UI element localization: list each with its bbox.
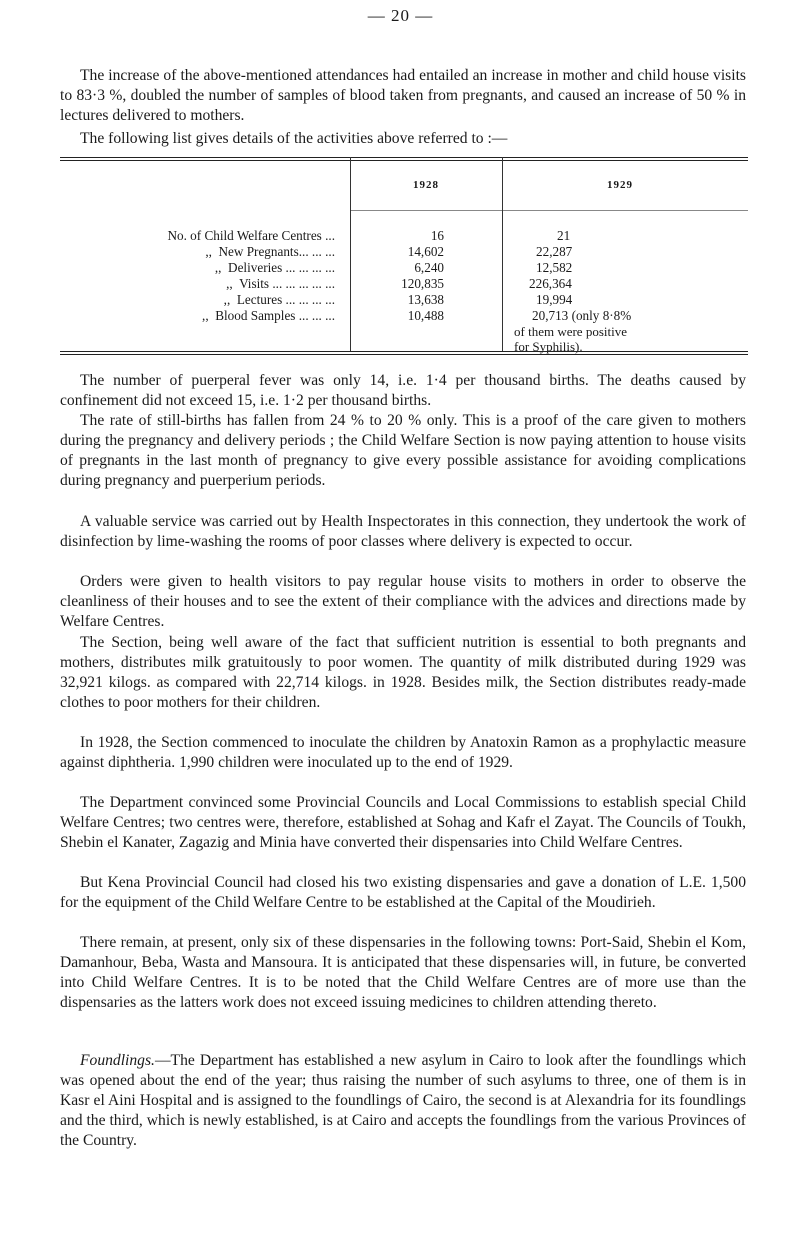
table-top-rule <box>60 157 748 158</box>
column-header-1928: 1928 <box>413 179 439 191</box>
paragraph-kena-council: But Kena Provincial Council had closed his two existing dispensaries and gave a donation of L.E. 1,500 for the equipment of the Child Welfare Centre to be established at the Capital of the Moudirieh. <box>60 874 746 911</box>
value-1928: 16 <box>430 228 444 243</box>
row-label: No. of Child Welfare Centres ... <box>167 228 335 243</box>
paragraph-health-inspectorates: A valuable service was carried out by Health Inspectorates in this connection, they undertook the work of disinfection by lime-washing the rooms of poor classes where delivery is expected to occur. <box>60 513 746 550</box>
paragraph-following-list: The following list gives details of the activities above referred to :— <box>80 130 508 147</box>
row-label: ,, Lectures ... ... ... ... <box>223 292 335 307</box>
value-1929: 20,713 (only 8·8% <box>532 308 632 323</box>
syphilis-note-line2: for Syphilis). <box>514 339 583 354</box>
foundlings-text: —The Department has established a new asylum in Cairo to look after the foundlings which was opened about the end of the year; thus raising the number of such asylums to three, one of them is in Kasr el Aini Hospital and is assigned to the foundlings of Cairo, the second is at Alexandria for its foundlings and the third, which is newly established, is at Cairo and accepts the foundlings from the various Provinces of the Country. <box>60 1052 746 1149</box>
value-1929: 12,582 <box>536 260 573 275</box>
value-1928: 6,240 <box>414 260 444 275</box>
paragraph-milk-distribution: The Section, being well aware of the fact that sufficient nutrition is essential to both pregnants and mothers, distributes milk gratuitously to poor women. The quantity of milk distributed during 1929 was 32,921 kilogs. as compared with 22,714 kilogs. in 1928. Besides milk, the Section distributes ready-made clothes to poor mothers for their children. <box>60 634 746 711</box>
paragraph-still-births: The rate of still-births has fallen from 24 % to 20 % only. This is a proof of the care given to mothers during the pregnancy and delivery periods ; the Child Welfare Section is now paying attention to house visits of pregnants in the last month of pregnancy to give every possible assistance for avoiding complications during pregnancy and puerperium periods. <box>60 412 746 489</box>
paragraph-diphtheria: In 1928, the Section commenced to inoculate the children by Anatoxin Ramon as a prophylactic measure against diphtheria. 1,990 children were inoculated up to the end of 1929. <box>60 734 746 771</box>
paragraph-increase-attendances: The increase of the above-mentioned attendances had entailed an increase in mother and child house visits to 83·3 %, doubled the number of samples of blood taken from pregnants, and caused an increase of 50 % in lectures delivered to mothers. <box>60 67 746 124</box>
value-1929: 22,287 <box>536 244 573 259</box>
paragraph-puerperal-fever: The number of puerperal fever was only 14, i.e. 1·4 per thousand births. The deaths caused by confinement did not exceed 15, i.e. 1·2 per thousand births. <box>60 372 746 409</box>
syphilis-note-line1: of them were positive <box>514 324 627 339</box>
value-1929: 21 <box>557 228 571 243</box>
foundlings-heading: Foundlings. <box>80 1052 155 1069</box>
value-1929: 19,994 <box>536 292 573 307</box>
row-label: ,, Blood Samples ... ... ... <box>202 308 335 323</box>
column-header-1929: 1929 <box>607 179 633 191</box>
table-column-divider <box>350 157 351 352</box>
page-number: — 20 — <box>367 6 434 25</box>
table-top-rule-double <box>60 160 748 161</box>
paragraph-provincial-councils: The Department convinced some Provincial Councils and Local Commissions to establish special Child Welfare Centres; two centres were, therefore, established at Sohag and Kafr el Zayat. The Councils of Toukh, Shebin el Kanater, Zagazig and Minia have converted their dispensaries into Child Welfare Centres. <box>60 794 746 851</box>
value-1928: 120,835 <box>401 276 444 291</box>
paragraph-remaining-dispensaries: There remain, at present, only six of these dispensaries in the following towns: Port-Said, Shebin el Kom, Damanhour, Beba, Wasta and Mansoura. It is anticipated that these dispensaries will, in future, be converted into Child Welfare Centres. It is to be noted that the Child Welfare Centres are of more use than the dispensaries as the latters work does not exceed issuing medicines to children attending thereto. <box>60 934 746 1011</box>
table-bottom-rule <box>60 351 748 352</box>
paragraph-health-visitors: Orders were given to health visitors to pay regular house visits to mothers in order to observe the cleanliness of their houses and to see the extent of their compliance with the advices and directions made by Welfare Centres. <box>60 573 746 630</box>
table-column-divider <box>502 157 503 352</box>
value-1928: 14,602 <box>407 244 444 259</box>
activities-table <box>60 157 748 352</box>
row-label: ,, Visits ... ... ... ... ... <box>226 276 335 291</box>
paragraph-foundlings <box>60 1051 746 1151</box>
value-1929: 226,364 <box>529 276 572 291</box>
table-bottom-rule-double <box>60 354 748 355</box>
header-separator <box>350 210 748 211</box>
row-label: ,, New Pregnants... ... ... <box>205 244 335 259</box>
value-1928: 10,488 <box>407 308 444 323</box>
value-1928: 13,638 <box>407 292 444 307</box>
row-label: ,, Deliveries ... ... ... ... <box>214 260 335 275</box>
